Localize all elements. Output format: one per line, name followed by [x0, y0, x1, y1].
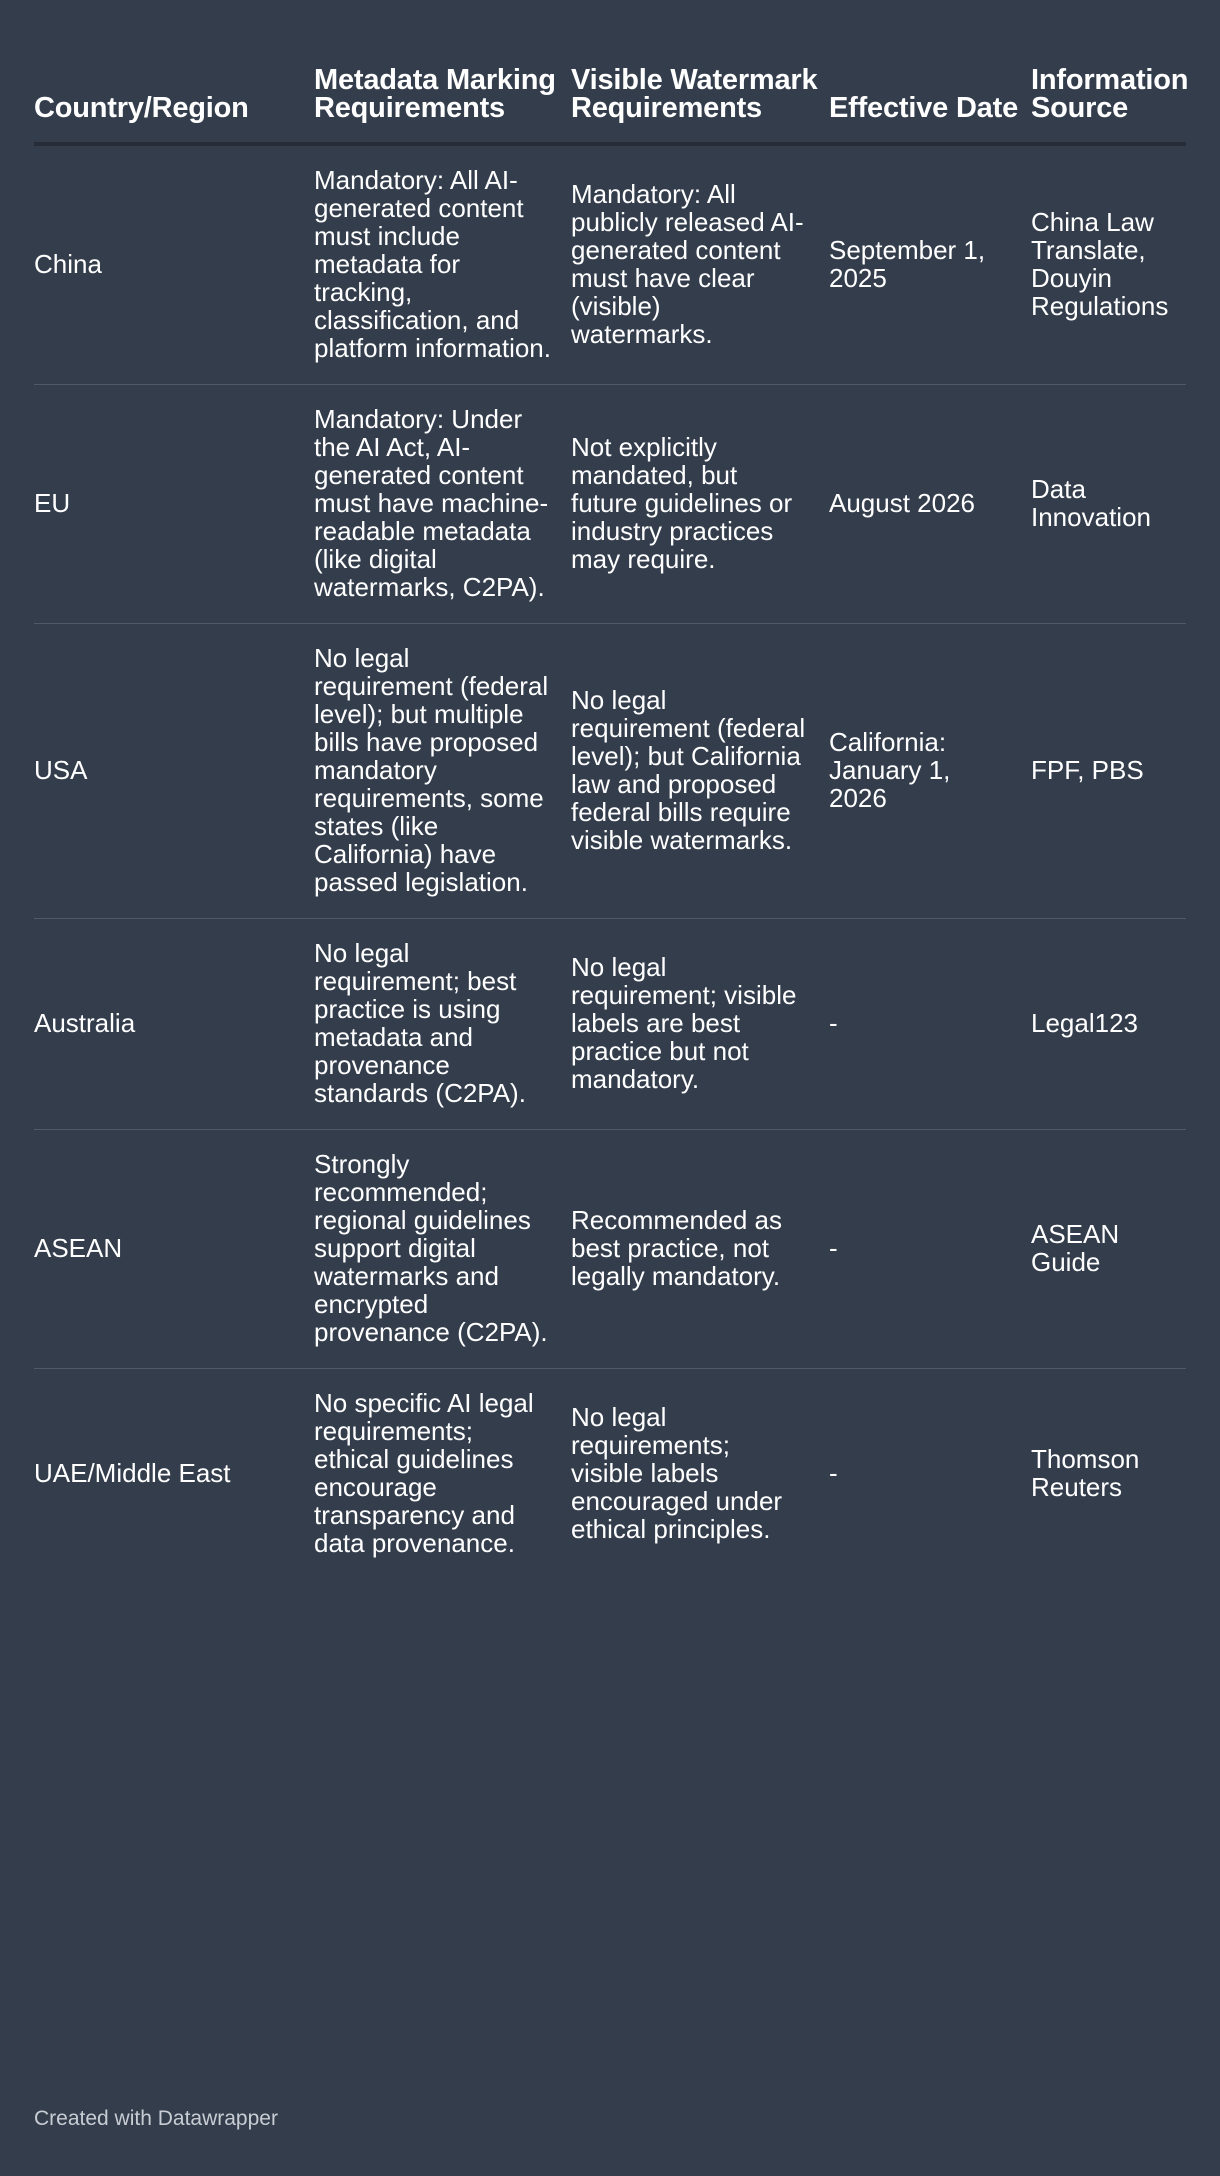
header-row [34, 60, 1186, 144]
cell-watermark: No legal requirement (federal level); but California law and proposed federal bills require visible watermarks. [571, 624, 829, 919]
requirements-table [34, 60, 1189, 1579]
cell-country: UAE/Middle East [34, 1458, 231, 1488]
table-row [34, 919, 1186, 1130]
table-row [34, 1130, 1186, 1369]
column-header-source[interactable]: Information Source [1031, 60, 1186, 144]
cell-metadata: No legal requirement (federal level); but multiple bills have proposed mandatory requirements, some states (like California) have passed legislation. [314, 624, 571, 919]
cell-date: - [829, 1458, 838, 1488]
footer-credit[interactable]: Created with Datawrapper [34, 2107, 278, 2130]
cell-metadata: Mandatory: Under the AI Act, AI-generated content must have machine-readable metadata (like digital watermarks, C2PA). [314, 385, 571, 624]
cell-source: Data Innovation [1031, 385, 1186, 624]
cell-date: August 2026 [829, 385, 1031, 624]
cell-date: California: January 1, 2026 [829, 624, 1031, 919]
column-header-country[interactable]: Country/Region [34, 60, 314, 144]
cell-country: Australia [34, 919, 314, 1130]
cell-source: FPF, PBS [1031, 624, 1186, 919]
column-header-date[interactable]: Effective Date [829, 60, 1031, 144]
cell-date: - [829, 1130, 1031, 1369]
cell-country: EU [34, 385, 314, 624]
cell-source: ASEAN Guide [1031, 1130, 1186, 1369]
cell-watermark: Recommended as best practice, not legally mandatory. [571, 1130, 829, 1369]
table-row [34, 624, 1186, 919]
column-header-metadata[interactable]: Metadata Marking Requirements [314, 60, 571, 144]
cell-metadata: No legal requirement; best practice is using metadata and provenance standards (C2PA). [314, 919, 571, 1130]
cell-metadata: Mandatory: All AI-generated content must include metadata for tracking, classification, and platform information. [314, 144, 571, 385]
cell-source: Legal123 [1031, 919, 1186, 1130]
cell-metadata: Strongly recommended; regional guidelines support digital watermarks and encrypted provenance (C2PA). [314, 1130, 571, 1369]
cell-watermark: Not explicitly mandated, but future guidelines or industry practices may require. [571, 385, 829, 624]
cell-country: ASEAN [34, 1130, 314, 1369]
cell-date: - [829, 919, 1031, 1130]
column-header-watermark[interactable]: Visible Watermark Requirements [571, 60, 829, 144]
table-header [34, 60, 1189, 144]
cell-watermark: No legal requirement; visible labels are best practice but not mandatory. [571, 919, 829, 1130]
cell-country: China [34, 144, 314, 385]
table-body [34, 144, 1186, 1579]
cell-date: September 1, 2025 [829, 144, 1031, 385]
table-row [34, 385, 1186, 624]
cell-metadata: No specific AI legal requirements; ethical guidelines encourage transparency and data provenance. [314, 1388, 534, 1558]
cell-watermark: No legal requirements; visible labels encouraged under ethical principles. [571, 1402, 783, 1544]
cell-source: Thomson Reuters [1031, 1444, 1140, 1502]
table-row [34, 144, 1186, 385]
cell-watermark: Mandatory: All publicly released AI-generated content must have clear (visible) watermarks. [571, 144, 829, 385]
table-row [34, 1369, 1186, 1580]
data-table [34, 60, 1189, 1579]
cell-source: China Law Translate, Douyin Regulations [1031, 144, 1186, 385]
cell-country: USA [34, 624, 314, 919]
